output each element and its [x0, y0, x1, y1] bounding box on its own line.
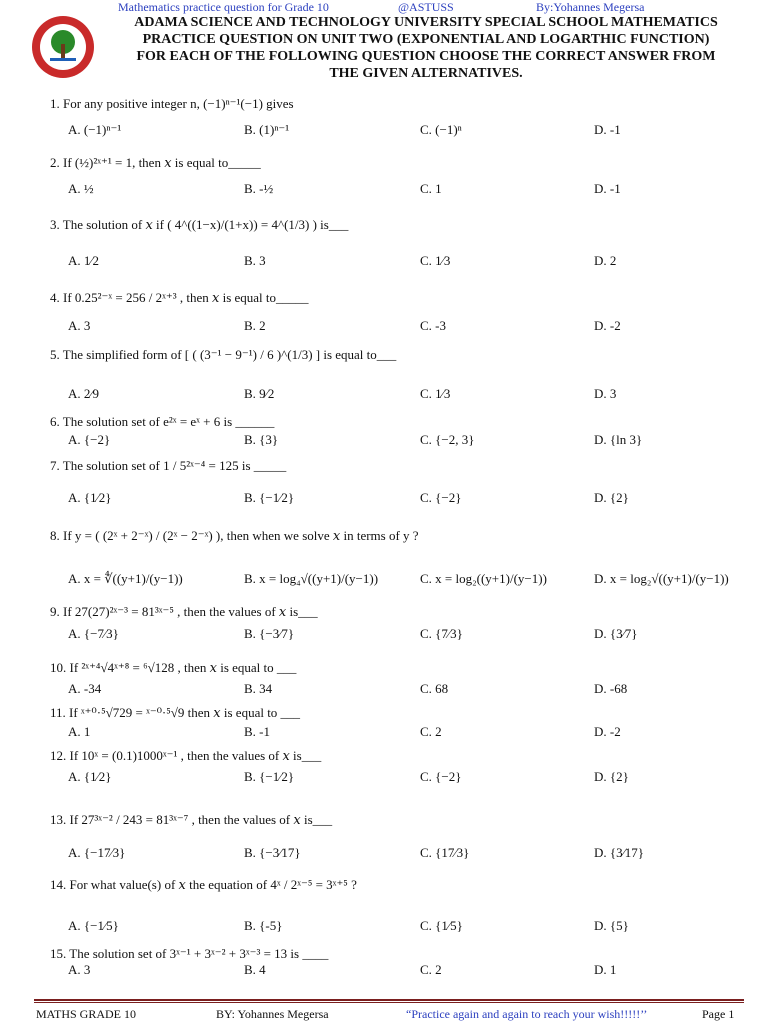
answer-option: D. {2} — [594, 769, 629, 784]
answer-option: D. {ln 3} — [594, 432, 643, 447]
page-header — [0, 0, 768, 14]
question-text: 6. The solution set of e²ˣ = eˣ + 6 is ______ — [50, 414, 275, 429]
answer-option: B. 3 — [244, 253, 266, 268]
answer-option: B. {−1⁄2} — [244, 490, 295, 505]
question-text: 2. If (½)²ˣ⁺¹ = 1, then 𝑥 is equal to_____ — [50, 155, 261, 170]
title-line: FOR EACH OF THE FOLLOWING QUESTION CHOOSE THE CORRECT ANSWER FROM — [136, 49, 716, 64]
question-text: 4. If 0.25²⁻ˣ = 256 / 2ˣ⁺³ , then 𝑥 is equal to_____ — [50, 290, 309, 305]
answer-option: B. {−3⁄17} — [244, 845, 301, 860]
title-line: THE GIVEN ALTERNATIVES. — [329, 66, 523, 81]
answer-option: C. 2 — [420, 724, 442, 739]
header-course: Mathematics practice question for Grade 10 — [118, 0, 329, 14]
footer-author: BY: Yohannes Megersa — [216, 1007, 329, 1021]
answer-option: C. {−2} — [420, 769, 462, 784]
answer-option: A. x = ∜((y+1)/(y−1)) — [68, 571, 183, 586]
answer-option: A. 1⁄2 — [68, 253, 100, 268]
answer-option: C. -3 — [420, 318, 446, 333]
header-handle: @ASTUSS — [398, 0, 454, 14]
header-author: By:Yohannes Megersa — [536, 0, 645, 14]
question-text: 3. The solution of 𝑥 if ( 4^((1−x)/(1+x)) = 4^(1/3) ) is___ — [50, 217, 349, 232]
footer-grade: MATHS GRADE 10 — [36, 1007, 137, 1021]
answer-option: C. 68 — [420, 681, 449, 696]
answer-option: D. {3⁄17} — [594, 845, 645, 860]
document-title — [96, 14, 756, 82]
answer-option: D. {2} — [594, 490, 629, 505]
answer-option: B. {−3⁄7} — [244, 626, 295, 641]
footer-page-number: Page 1 — [702, 1007, 735, 1021]
question-text: 7. The solution set of 1 / 5²ˣ⁻⁴ = 125 is _____ — [50, 458, 287, 473]
answer-option: D. {5} — [594, 918, 629, 933]
answer-option: B. 2 — [244, 318, 266, 333]
question-text: 8. If y = ( (2ˣ + 2⁻ˣ) / (2ˣ − 2⁻ˣ) ), then when we solve 𝑥 in terms of y ? — [50, 528, 419, 543]
answer-option: B. -1 — [244, 724, 270, 739]
answer-option: B. {−1⁄2} — [244, 769, 295, 784]
answer-option: A. ½ — [68, 181, 94, 196]
answer-option: D. -68 — [594, 681, 628, 696]
answer-option: A. -34 — [68, 681, 102, 696]
question-text: 12. If 10ˣ = (0.1)1000ˣ⁻¹ , then the values of 𝑥 is___ — [50, 748, 322, 763]
answer-option: D. -2 — [594, 724, 621, 739]
answer-option: B. {3} — [244, 432, 279, 447]
answer-option: C. {7⁄3} — [420, 626, 463, 641]
footer-rule-thin — [34, 1002, 744, 1003]
answer-option: A. {−2} — [68, 432, 111, 447]
school-logo-icon — [30, 14, 96, 80]
answer-option: A. 3 — [68, 318, 91, 333]
answer-option: C. {17⁄3} — [420, 845, 470, 860]
answer-option: D. {3⁄7} — [594, 626, 638, 641]
question-text: 13. If 27³ˣ⁻² / 243 = 81³ˣ⁻⁷ , then the values of 𝑥 is___ — [50, 812, 333, 827]
answer-option: D. -2 — [594, 318, 621, 333]
answer-option: C. 1 — [420, 181, 442, 196]
answer-option: A. 1 — [68, 724, 91, 739]
answer-option: A. 2⁄9 — [68, 386, 100, 401]
question-text: 10. If ²ˣ⁺⁴√4ˣ⁺⁸ = ⁶√128 , then 𝑥 is equal to ___ — [50, 660, 297, 675]
answer-option: B. (1)ⁿ⁻¹ — [244, 122, 290, 137]
question-text: 11. If ˣ⁺⁰·⁵√729 = ˣ⁻⁰·⁵√9 then 𝑥 is equal to ___ — [50, 705, 301, 720]
question-text: 9. If 27(27)²ˣ⁻³ = 81³ˣ⁻⁵ , then the values of 𝑥 is___ — [50, 604, 318, 619]
answer-option: D. x = log₂√((y+1)/(y−1)) — [594, 571, 729, 586]
question-text: 14. For what value(s) of 𝑥 the equation of 4ˣ / 2ˣ⁻⁵ = 3ˣ⁺⁵ ? — [50, 877, 357, 892]
answer-option: B. x = log₄√((y+1)/(y−1)) — [244, 571, 379, 586]
answer-option: B. 9⁄2 — [244, 386, 275, 401]
question-text: 15. The solution set of 3ˣ⁻¹ + 3ˣ⁻² + 3ˣ⁻³ = 13 is ____ — [50, 946, 329, 961]
footer-rule — [34, 999, 744, 1001]
answer-option: A. 3 — [68, 962, 91, 977]
answer-option: A. (−1)ⁿ⁻¹ — [68, 122, 122, 137]
answer-option: B. -½ — [244, 181, 274, 196]
answer-option: D. -1 — [594, 122, 621, 137]
question-text: 5. The simplified form of [ ( (3⁻¹ − 9⁻¹) / 6 )^(1/3) ] is equal to___ — [50, 347, 397, 362]
answer-option: C. 2 — [420, 962, 442, 977]
answer-option: A. {−7⁄3} — [68, 626, 119, 641]
answer-option: A. {−17⁄3} — [68, 845, 126, 860]
answer-option: B. 34 — [244, 681, 273, 696]
answer-option: C. 1⁄3 — [420, 386, 451, 401]
answer-option: C. {1⁄5} — [420, 918, 463, 933]
answer-option: D. 3 — [594, 386, 617, 401]
answer-option: B. {-5} — [244, 918, 283, 933]
answer-option: A. {1⁄2} — [68, 769, 112, 784]
title-line: ADAMA SCIENCE AND TECHNOLOGY UNIVERSITY SPECIAL SCHOOL MATHEMATICS — [134, 15, 718, 30]
question-text: 1. For any positive integer n, (−1)ⁿ⁻¹(−1) gives — [50, 96, 294, 111]
answer-option: C. 1⁄3 — [420, 253, 451, 268]
answer-option: A. {1⁄2} — [68, 490, 112, 505]
answer-option: D. 2 — [594, 253, 617, 268]
answer-option: C. (−1)ⁿ — [420, 122, 462, 137]
footer-quote: “Practice again and again to reach your wish!!!!!’’ — [406, 1007, 648, 1021]
answer-option: D. -1 — [594, 181, 621, 196]
answer-option: D. 1 — [594, 962, 617, 977]
answer-option: C. x = log₂((y+1)/(y−1)) — [420, 571, 547, 586]
answer-option: B. 4 — [244, 962, 266, 977]
answer-option: A. {−1⁄5} — [68, 918, 119, 933]
answer-option: C. {−2} — [420, 490, 462, 505]
title-line: PRACTICE QUESTION ON UNIT TWO (EXPONENTIAL AND LOGARTHIC FUNCTION) — [142, 32, 710, 47]
answer-option: C. {−2, 3} — [420, 432, 475, 447]
